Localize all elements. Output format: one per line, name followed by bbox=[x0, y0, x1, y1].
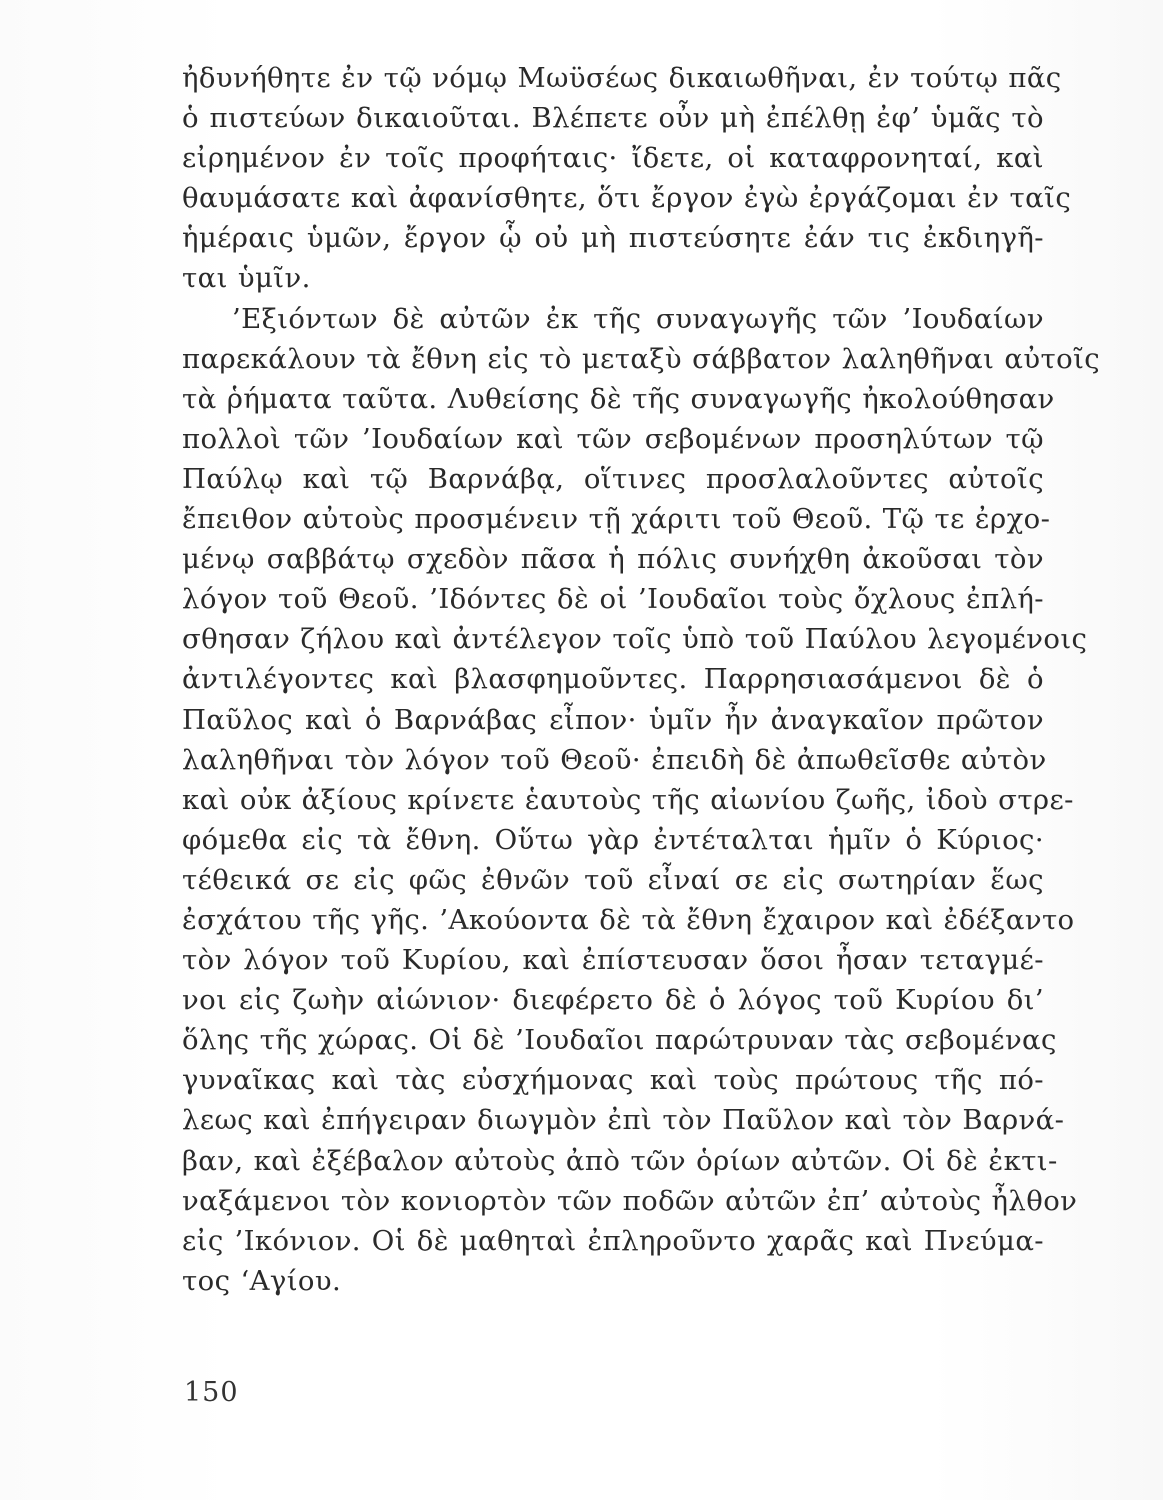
text-line: τὰ ῥήματα ταῦτα. Λυθείσης δὲ τῆς συναγωγῆς ἠκολούθησαν bbox=[182, 382, 1055, 415]
text-line: θαυμάσατε καὶ ἀφανίσθητε, ὅτι ἔργον ἐγὼ ἐργάζομαι ἐν ταῖς bbox=[182, 182, 1072, 215]
page-number: 150 bbox=[184, 1377, 239, 1408]
text-line: τος ‘Αγίου. bbox=[182, 1264, 342, 1297]
text-line: ὁ πιστεύων δικαιοῦται. Βλέπετε οὖν μὴ ἐπέλθῃ ἐφ’ ὑμᾶς τὸ bbox=[182, 102, 1044, 135]
text-line: Παύλῳ καὶ τῷ Βαρνάβᾳ, οἵτινες προσλαλοῦντες αὐτοῖς bbox=[182, 462, 1044, 495]
text-line: πολλοὶ τῶν ’Ιουδαίων καὶ τῶν σεβομένων προσηλύτων τῷ bbox=[182, 422, 1044, 455]
text-line: παρεκάλουν τὰ ἔθνη εἰς τὸ μεταξὺ σάββατον λαληθῆναι αὐτοῖς bbox=[182, 342, 1101, 375]
text-line: φόμεθα εἰς τὰ ἔθνη. Οὕτω γὰρ ἐντέταλται ἡμῖν ὁ Κύριος· bbox=[182, 823, 1044, 856]
text-line: τέθεικά σε εἰς φῶς ἐθνῶν τοῦ εἶναί σε εἰς σωτηρίαν ἕως bbox=[182, 863, 1044, 896]
text-line: λόγον τοῦ Θεοῦ. ’Ιδόντες δὲ οἱ ’Ιουδαῖοι τοὺς ὄχλους ἐπλή- bbox=[182, 583, 1044, 616]
text-line: λεως καὶ ἐπήγειραν διωγμὸν ἐπὶ τὸν Παῦλον καὶ τὸν Βαρνά- bbox=[182, 1104, 1065, 1137]
text-line: ἡμέραις ὑμῶν, ἔργον ᾧ οὐ μὴ πιστεύσητε ἐάν τις ἐκδιηγῆ- bbox=[182, 222, 1044, 255]
text-line: λαληθῆναι τὸν λόγον τοῦ Θεοῦ· ἐπειδὴ δὲ ἀπωθεῖσθε αὐτὸν bbox=[182, 743, 1047, 776]
text-line: εἰρημένον ἐν τοῖς προφήταις· ἴδετε, οἱ καταφρονηταί, καὶ bbox=[182, 142, 1044, 175]
text-line: βαν, καὶ ἐξέβαλον αὐτοὺς ἀπὸ τῶν ὁρίων αὐτῶν. Οἱ δὲ ἐκτι- bbox=[182, 1144, 1058, 1177]
text-line: ται ὑμῖν. bbox=[182, 262, 311, 295]
text-line: τὸν λόγον τοῦ Κυρίου, καὶ ἐπίστευσαν ὅσοι ἦσαν τεταγμέ- bbox=[182, 944, 1044, 977]
text-line: ναξάμενοι τὸν κονιορτὸν τῶν ποδῶν αὐτῶν ἐπ’ αὐτοὺς ἦλθον bbox=[182, 1184, 1078, 1217]
text-line: ἐσχάτου τῆς γῆς. ’Ακούοντα δὲ τὰ ἔθνη ἔχαιρον καὶ ἐδέξαντο bbox=[182, 903, 1075, 936]
text-line: σθησαν ζήλου καὶ ἀντέλεγον τοῖς ὑπὸ τοῦ Παύλου λεγομένοις bbox=[182, 623, 1088, 656]
text-line: εἰς ’Ικόνιον. Οἱ δὲ μαθηταὶ ἐπληροῦντο χαρᾶς καὶ Πνεύμα- bbox=[182, 1224, 1044, 1257]
text-line: Παῦλος καὶ ὁ Βαρνάβας εἶπον· ὑμῖν ἦν ἀναγκαῖον πρῶτον bbox=[182, 703, 1044, 736]
text-line: ’Εξιόντων δὲ αὐτῶν ἐκ τῆς συναγωγῆς τῶν ’Ιουδαίων bbox=[232, 302, 1044, 335]
text-line: ἠδυνήθητε ἐν τῷ νόμῳ Μωϋσέως δικαιωθῆναι, ἐν τούτῳ πᾶς bbox=[182, 62, 1062, 94]
text-line: ὅλης τῆς χώρας. Οἱ δὲ ’Ιουδαῖοι παρώτρυναν τὰς σεβομένας bbox=[182, 1024, 1057, 1057]
body-text bbox=[182, 58, 1101, 1301]
text-line: γυναῖκας καὶ τὰς εὐσχήμονας καὶ τοὺς πρώτους τῆς πό- bbox=[182, 1064, 1044, 1097]
text-line: μένῳ σαββάτῳ σχεδὸν πᾶσα ἡ πόλις συνήχθη ἀκοῦσαι τὸν bbox=[182, 543, 1044, 576]
text-line: καὶ οὐκ ἀξίους κρίνετε ἑαυτοὺς τῆς αἰωνίου ζωῆς, ἰδοὺ στρε- bbox=[182, 783, 1074, 816]
text-line: ἔπειθον αὐτοὺς προσμένειν τῇ χάριτι τοῦ Θεοῦ. Τῷ τε ἐρχο- bbox=[182, 503, 1051, 536]
text-line: ἀντιλέγοντες καὶ βλασφημοῦντες. Παρρησιασάμενοι δὲ ὁ bbox=[182, 663, 1044, 696]
text-line: νοι εἰς ζωὴν αἰώνιον· διεφέρετο δὲ ὁ λόγος τοῦ Κυρίου δι’ bbox=[182, 984, 1044, 1017]
